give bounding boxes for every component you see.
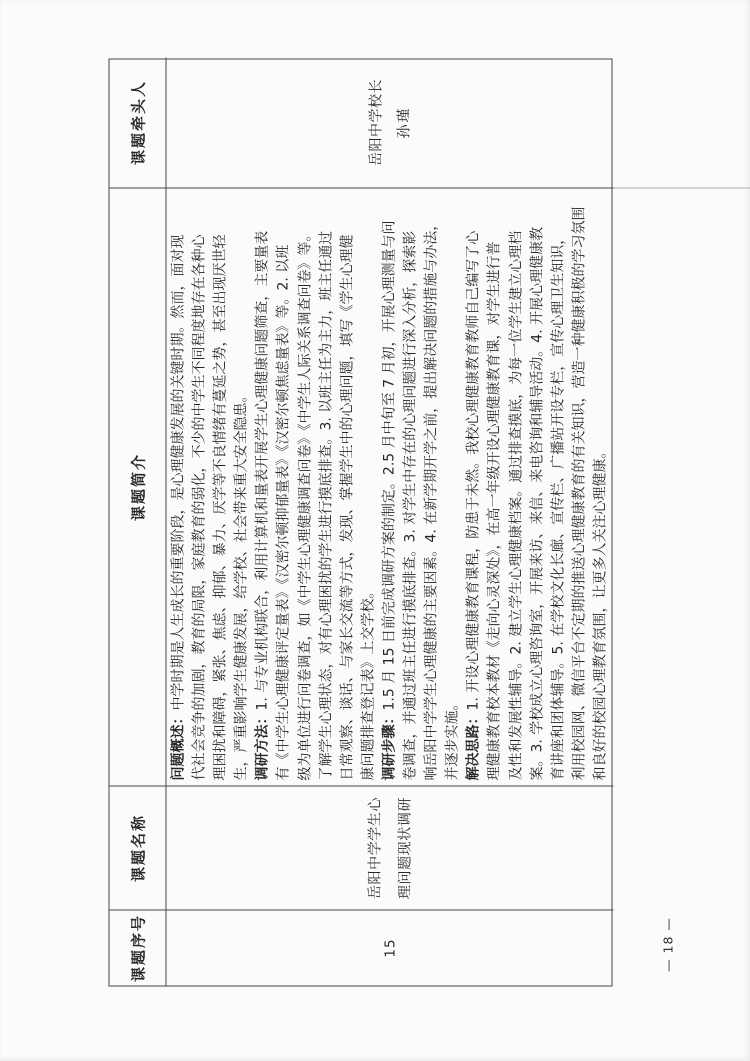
header-topic-name	[109, 785, 166, 909]
header-topic-introduction	[109, 187, 166, 785]
intro-text-line: 和良好的校园心理教育氛围，让更多人关注心理健康。	[591, 444, 608, 780]
paragraph-lead-label: 问题概述：	[170, 710, 186, 780]
intro-text-line: 生，严重影响学生健康发展，给学校、社会带来重大安全隐患。	[233, 388, 250, 780]
paragraph-lead-label: 调研方法：	[254, 710, 271, 780]
cell-topic-serial-number	[166, 909, 613, 985]
intro-text-line: 及性和发展性辅导。2. 建立学生心理健康档案。通过排查摸底，为每一位学生建立心理档	[507, 230, 524, 780]
cell-topic-introduction	[166, 187, 613, 785]
header-label: 课题简介	[128, 452, 147, 521]
intro-text-line: 解决思路：1. 开设心理健康教育课程，防患于未然。我校心理健康教育教师自己编写了心	[465, 230, 482, 780]
cell-topic-name	[166, 785, 613, 909]
intro-text-line: 代社会竞争的加剧，教育的局限，家庭教育的弱化，不少的中学生不同程度地存在各种心	[191, 234, 208, 780]
page-number: — 18 —	[660, 916, 675, 972]
paragraph-lead-label: 解决思路：	[465, 710, 482, 780]
intro-text-line: 并逐步实施。	[444, 696, 461, 780]
intro-text-line: 康问题排查登记表》上交学校。	[359, 584, 376, 780]
intro-text-line: 级为单位进行问卷调查，如《中学生心理健康调查问卷》《中学生人际关系调查问卷》等。	[296, 227, 313, 780]
topic-table	[108, 58, 612, 986]
intro-text-line: 有《中学生心理健康评定量表》《汉密尔顿抑郁量表》《汉密尔顿焦虑量表》等。2. 以班	[275, 244, 292, 780]
topic-leader-name: 孙瑾	[395, 106, 412, 138]
topic-leader-title: 岳阳中学校长	[367, 78, 384, 166]
intro-text-line: 案。3. 学校成立心理咨询室，开展来访、来信、来电咨询和辅导活动。4. 开展心理健康教	[528, 226, 545, 780]
intro-text-line: 问题概述：中学时期是人生成长的重要阶段，是心理健康发展的关键时期。然而，面对现	[170, 234, 186, 780]
header-topic-serial-number	[109, 909, 166, 985]
intro-text-line: 利用校园网、微信平台不定期的推送心理健康教育的有关知识，营造一种健康积极的学习氛围	[570, 206, 587, 780]
topic-name-line: 理问题现状调研	[396, 796, 413, 899]
intro-text-line: 了解学生心理状态，对有心理困扰的学生进行摸底排查。3. 以班主任为主力，班主任通过	[317, 230, 334, 780]
serial-number-value: 15	[381, 937, 398, 958]
intro-text-line: 卷调查，并通过班主任进行摸底排查。3. 对学生中存在的心理问题进行深入分析，探索影	[402, 230, 419, 780]
header-label: 课题牵头人	[128, 79, 147, 165]
header-label: 课题序号	[128, 913, 147, 982]
intro-text-line: 育讲座和团体辅导。5. 在学校文化长廊、宣传栏、广播站开设专栏，宣传心理卫生知识，	[549, 230, 566, 780]
intro-text-line: 日常观察、谈话、与家长交流等方式，发现、掌握学生中的心理问题，填写《学生心理健	[338, 234, 355, 780]
paragraph-lead-label: 调研步骤：	[380, 710, 397, 780]
intro-text-line: 理困扰和障碍，紧张、焦虑、抑郁、暴力、厌学等不良情绪有蔓延之势，甚至出现厌世轻	[212, 234, 229, 780]
column-divider-overrun-line	[613, 187, 750, 188]
topic-name-line: 岳阳中学学生心	[366, 796, 383, 899]
header-label: 课题名称	[128, 813, 147, 882]
intro-text-line: 调研步骤：1.5 月 15 日前完成调研方案的制定。2.5 月中旬至 7 月初，开展心理测量与问	[380, 220, 397, 780]
intro-text-line: 理健康教育校本教材《走向心灵深处》，在高一年级开设心理健康教育课，对学生进行普	[486, 241, 503, 780]
cell-topic-leader	[166, 57, 613, 187]
intro-text-line: 调研方法：1. 与专业机构联合，利用计算机和量表开展学生心理健康问题筛查，主要量表	[254, 230, 271, 780]
intro-text-line: 响岳阳中学学生心理健康的主要因素。4. 在新学期开学之前，提出解决问题的措施与办法，	[423, 216, 440, 780]
header-topic-leader	[109, 57, 166, 187]
